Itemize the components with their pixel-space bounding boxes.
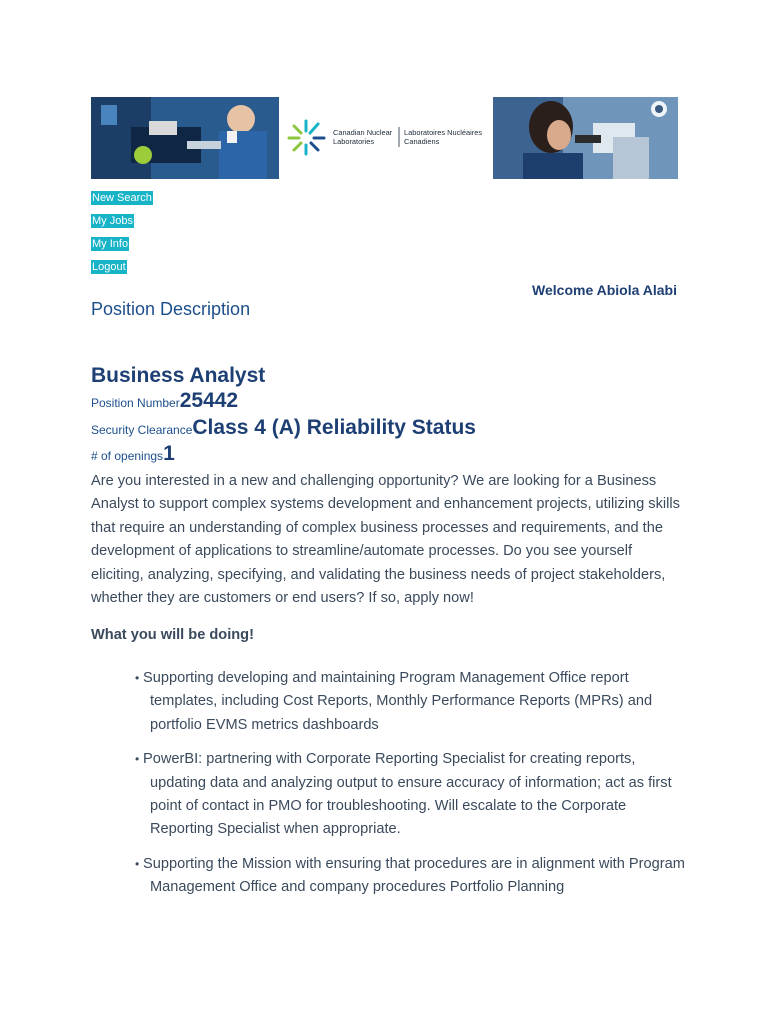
duties-list — [127, 667, 687, 911]
my-jobs-link[interactable]: My Jobs — [92, 215, 133, 227]
list-item — [127, 748, 687, 842]
duty-text: Supporting the Mission with ensuring that procedures are in alignment with Program Management Office and company procedures Portfolio Planning — [143, 855, 685, 896]
scientist-photo-right — [493, 97, 678, 179]
bullet-icon: • — [135, 856, 140, 871]
job-title: Business Analyst — [91, 364, 266, 387]
logo-text-en-2: Laboratories — [333, 137, 375, 146]
security-clearance-value: Class 4 (A) Reliability Status — [192, 416, 476, 439]
list-item — [127, 667, 687, 737]
cnl-logo — [279, 97, 493, 179]
logo-text-fr-1: Laboratoires Nucléaires — [404, 128, 483, 137]
openings-label: # of openings — [91, 449, 164, 463]
position-number-row — [91, 389, 238, 413]
welcome-message: Welcome Abiola Alabi — [532, 282, 677, 298]
security-clearance-row — [91, 416, 476, 440]
account-nav — [91, 191, 154, 283]
openings-row — [91, 442, 175, 466]
my-info-link[interactable]: My Info — [92, 238, 129, 250]
header-banner — [91, 97, 678, 179]
position-number-label: Position Number — [91, 396, 180, 410]
bullet-icon: • — [135, 752, 140, 767]
job-intro: Are you interested in a new and challenging opportunity? We are looking for a Business Analyst to support complex systems development and enhancement projects, utilizing skills that require an understanding of complex business processes and requirements, and the development of applications to streamline/automate processes. Do you see yourself eliciting, analyzing, specifying, and validating the business needs of project stakeholders, whether they are customers or end users? If so, apply now! — [91, 473, 680, 607]
new-search-link[interactable]: New Search — [92, 192, 152, 204]
logo-text-en-1: Canadian Nuclear — [333, 128, 393, 137]
bullet-icon: • — [135, 671, 140, 685]
duties-heading: What you will be doing! — [91, 627, 254, 643]
duty-text: PowerBI: partnering with Corporate Reporting Specialist for creating reports, updating data and analyzing output to ensure accuracy of information; act as first point of contact in PMO for troubleshooting. Will escalate to the Corporate Reporting Specialist when appropriate. — [143, 751, 672, 838]
duty-text: Supporting developing and maintaining Program Management Office report templates, including Cost Reports, Monthly Performance Reports (MPRs) and portfolio EVMS metrics dashboards — [143, 670, 653, 733]
security-clearance-label: Security Clearance — [91, 423, 193, 437]
technician-photo-left — [91, 97, 279, 179]
page-title: Position Description — [91, 299, 251, 319]
list-item — [127, 853, 687, 900]
openings-value: 1 — [163, 442, 175, 465]
position-number-value: 25442 — [179, 389, 239, 412]
logo-text-fr-2: Canadiens — [404, 137, 440, 146]
logout-link[interactable]: Logout — [92, 261, 126, 273]
